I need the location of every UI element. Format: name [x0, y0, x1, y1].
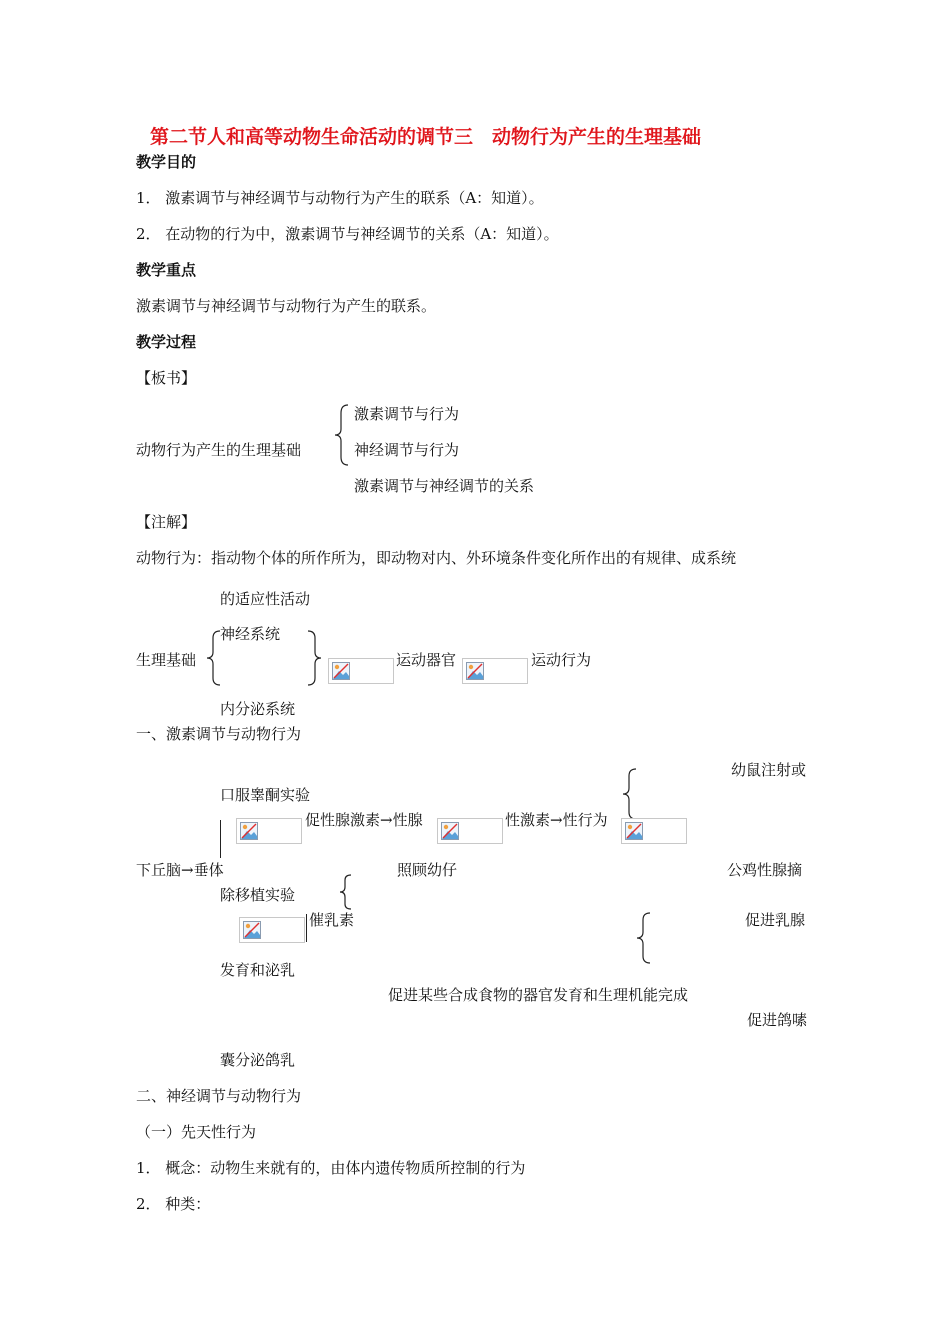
- board-branch-2: 神经调节与行为: [354, 441, 460, 459]
- diagram-text-8: 除移植实验: [220, 886, 296, 904]
- board-branch-3: 激素调节与神经调节的关系: [354, 477, 535, 495]
- key-text: 激素调节与神经调节与动物行为产生的联系。: [136, 297, 437, 315]
- physio-organ: 运动器官: [396, 651, 457, 669]
- left-brace-icon: [622, 768, 638, 820]
- page-title: 第二节人和高等动物生命活动的调节三 动物行为产生的生理基础: [150, 126, 702, 148]
- concept-text: 1． 概念：动物生来就有的，由体内遗传物质所控制的行为: [136, 1159, 526, 1177]
- right-brace-icon: [306, 630, 322, 686]
- physio-behavior: 运动行为: [531, 651, 592, 669]
- left-brace-icon: [206, 630, 222, 686]
- broken-image-icon: [621, 818, 687, 844]
- behavior-definition-line1: 动物行为：指动物个体的所作所为，即动物对内、外环境条件变化所作出的有规律、成系统: [136, 549, 737, 567]
- broken-image-icon: [437, 818, 503, 844]
- board-root: 动物行为产生的生理基础: [136, 441, 302, 459]
- diagram-text-9: 催乳素: [309, 911, 355, 929]
- objective-item-1: 1． 激素调节与神经调节与动物行为产生的联系（A：知道）。: [136, 189, 544, 207]
- physio-label: 生理基础: [136, 651, 197, 669]
- broken-image-icon: [236, 818, 302, 844]
- diagram-text-14: 囊分泌鸽乳: [220, 1051, 296, 1069]
- connector-line: [220, 820, 221, 858]
- physio-nerve: 神经系统: [220, 625, 281, 643]
- notes-label: 【注解】: [136, 513, 197, 531]
- sub-heading-innate: （一）先天性行为: [136, 1123, 257, 1141]
- broken-image-icon: [239, 917, 305, 943]
- process-heading: 教学过程: [136, 333, 197, 351]
- key-heading: 教学重点: [136, 261, 197, 279]
- diagram-text-4: 性激素→性行为: [505, 811, 608, 829]
- diagram-text-12: 促进某些合成食物的器官发育和生理机能完成: [388, 986, 689, 1004]
- broken-image-icon: [328, 658, 394, 684]
- objectives-heading: 教学目的: [136, 153, 197, 171]
- diagram-text-2: 口服睾酮实验: [220, 786, 311, 804]
- board-label: 【板书】: [136, 369, 197, 387]
- diagram-text-7: 公鸡性腺摘: [727, 861, 803, 879]
- broken-image-icon: [462, 658, 528, 684]
- left-brace-icon: [339, 874, 353, 910]
- part1-heading: 一、激素调节与动物行为: [136, 725, 302, 743]
- diagram-text-13: 促进鸽嗉: [747, 1011, 808, 1029]
- objective-item-2: 2． 在动物的行为中，激素调节与神经调节的关系（A：知道）。: [136, 225, 559, 243]
- diagram-text-10: 促进乳腺: [745, 911, 806, 929]
- left-brace-icon: [334, 404, 350, 466]
- board-branch-1: 激素调节与行为: [354, 405, 460, 423]
- connector-line: [306, 914, 307, 942]
- left-brace-icon: [636, 912, 652, 964]
- behavior-definition-line2: 的适应性活动: [220, 590, 311, 608]
- diagram-text-6: 照顾幼仔: [397, 861, 458, 879]
- types-text: 2． 种类：: [136, 1195, 211, 1213]
- physio-endocrine: 内分泌系统: [220, 700, 296, 718]
- part2-heading: 二、神经调节与动物行为: [136, 1087, 302, 1105]
- diagram-text-1: 幼鼠注射或: [731, 761, 807, 779]
- diagram-text-5: 下丘脑→垂体: [136, 861, 224, 879]
- diagram-text-11: 发育和泌乳: [220, 961, 296, 979]
- diagram-text-3: 促性腺激素→性腺: [305, 811, 423, 829]
